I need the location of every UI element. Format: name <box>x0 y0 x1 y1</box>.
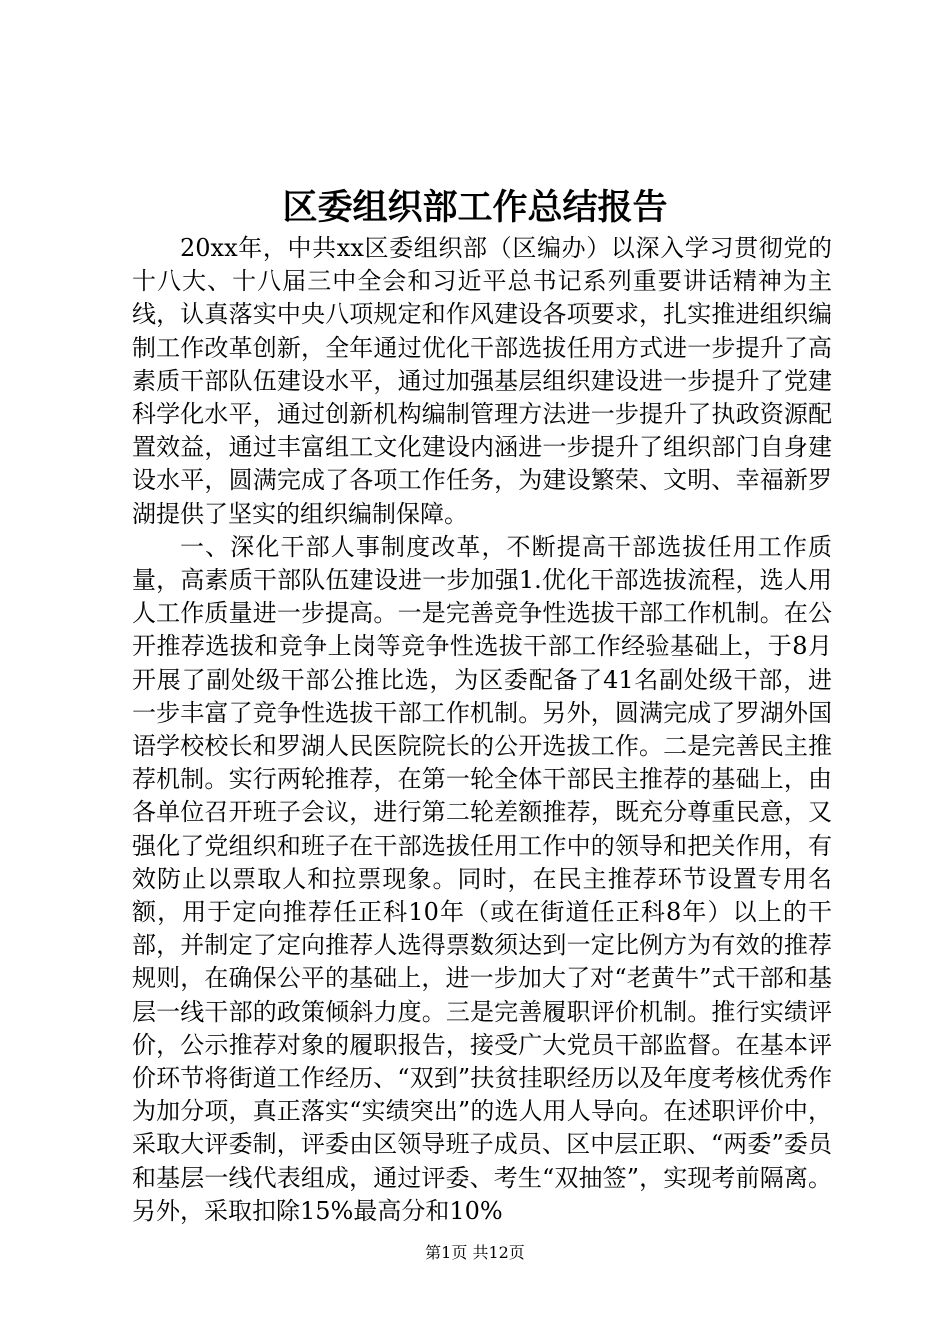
document-title: 区委组织部工作总结报告 <box>282 187 668 228</box>
page-number: 第1页 共12页 <box>425 1243 525 1262</box>
document-body <box>132 232 832 1228</box>
paragraph-section-1: 一、深化干部人事制度改革，不断提高干部选拔任用工作质量，高素质干部队伍建设进一步加强1.优化干部选拔流程，选人用人工作质量进一步提高。一是完善竞争性选拔干部工作机制。在公开推荐选拔和竞争上岗等竞争性选拔干部工作经验基础上，于8月开展了副处级干部公推比选，为区委配备了41名副处级干部，进一步丰富了竞争性选拔干部工作机制。另外，圆满完成了罗湖外国语学校校长和罗湖人民医院院长的公开选拔工作。二是完善民主推荐机制。实行两轮推荐，在第一轮全体干部民主推荐的基础上，由各单位召开班子会议，进行第二轮差额推荐，既充分尊重民意，又强化了党组织和班子在干部选拔任用工作中的领导和把关作用，有效防止以票取人和拉票现象。同时，在民主推荐环节设置专用名额，用于定向推荐任正科10年（或在街道任正科8年）以上的干部，并制定了定向推荐人选得票数须达到一定比例方为有效的推荐规则，在确保公平的基础上，进一步加大了对“老黄牛”式干部和基层一线干部的政策倾斜力度。三是完善履职评价机制。推行实绩评价，公示推荐对象的履职报告，接受广大党员干部监督。在基本评价环节将街道工作经历、“双到”扶贫挂职经历以及年度考核优秀作为加分项，真正落实“实绩突出”的选人用人导向。在述职评价中，采取大评委制，评委由区领导班子成员、区中层正职、“两委”委员和基层一线代表组成，通过评委、考生“双抽签”，实现考前隔离。另外，采取扣除15%最高分和10% <box>132 532 832 1225</box>
paragraph-intro: 20xx年，中共xx区委组织部（区编办）以深入学习贯彻党的十八大、十八届三中全会和习近平总书记系列重要讲话精神为主线，认真落实中央八项规定和作风建设各项要求，扎实推进组织编制工作改革创新，全年通过优化干部选拔任用方式进一步提升了高素质干部队伍建设水平，通过加强基层组织建设进一步提升了党建科学化水平，通过创新机构编制管理方法进一步提升了执政资源配置效益，通过丰富组工文化建设内涵进一步提升了组织部门自身建设水平，圆满完成了各项工作任务，为建设繁荣、文明、幸福新罗湖提供了坚实的组织编制保障。 <box>132 234 832 528</box>
